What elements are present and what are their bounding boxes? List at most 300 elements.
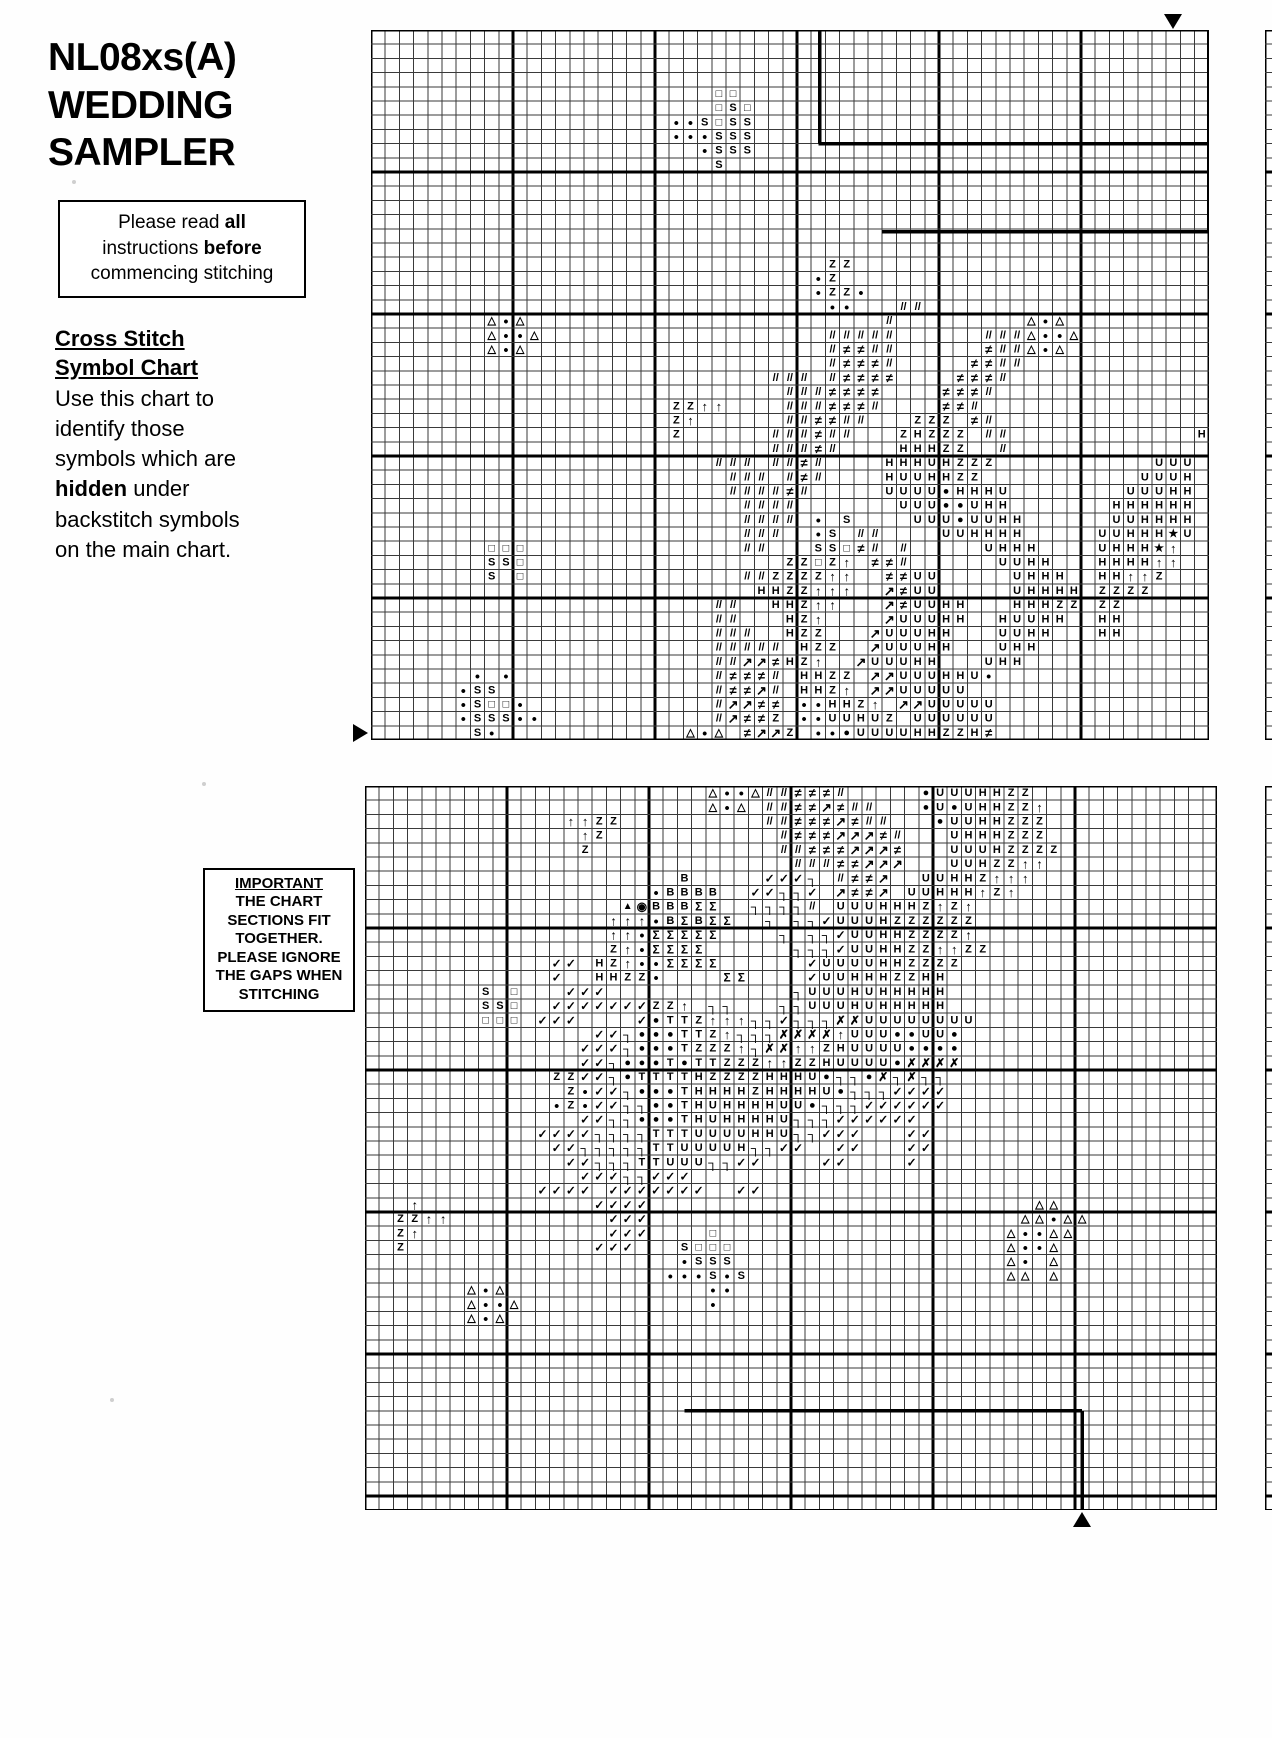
- stitch-symbol: H: [893, 943, 902, 956]
- stitch-symbol: ≠: [851, 884, 859, 900]
- stitch-symbol: //: [772, 485, 779, 498]
- stitch-symbol: ●: [652, 1099, 660, 1112]
- stitch-symbol: H: [936, 1000, 945, 1013]
- stitch-symbol: •: [503, 341, 509, 358]
- important-header: IMPORTANT: [234, 875, 324, 892]
- stitch-symbol: //: [886, 343, 893, 356]
- stitch-symbol: Z: [672, 428, 680, 441]
- stitch-symbol: H: [998, 613, 1007, 626]
- stitch-symbol: ✓: [580, 1169, 591, 1184]
- stitch-symbol: Z: [595, 815, 603, 828]
- stitch-symbol: //: [815, 471, 822, 484]
- stitch-symbol: U: [913, 712, 922, 725]
- stitch-symbol: △: [487, 343, 496, 356]
- read-line-3: commencing stitching: [90, 263, 274, 285]
- stitch-symbol: U: [865, 1028, 874, 1041]
- stitch-symbol: U: [865, 985, 874, 998]
- stitch-symbol: ↑: [624, 913, 631, 929]
- stitch-symbol: H: [723, 1085, 732, 1098]
- stitch-symbol: //: [851, 801, 858, 814]
- stitch-symbol: ●: [681, 1056, 688, 1069]
- stitch-symbol: □: [695, 1241, 703, 1254]
- stitch-symbol: Z: [1050, 843, 1058, 856]
- stitch-symbol: H: [1112, 613, 1121, 626]
- stitch-symbol: ┐: [765, 1140, 775, 1156]
- stitch-symbol: //: [866, 801, 873, 814]
- stitch-symbol: U: [708, 1099, 717, 1112]
- stitch-symbol: ↑: [815, 654, 822, 670]
- stitch-symbol: H: [771, 599, 780, 612]
- stitch-symbol: ✓: [906, 1141, 917, 1156]
- stitch-symbol: ↗: [883, 682, 895, 698]
- stitch-symbol: T: [666, 1014, 674, 1027]
- stitch-symbol: ✓: [551, 1183, 562, 1198]
- stitch-symbol: U: [970, 513, 979, 526]
- stitch-symbol: ✓: [608, 1041, 619, 1056]
- stitch-symbol: U: [737, 1127, 746, 1140]
- stitch-symbol: U: [1013, 556, 1022, 569]
- stitch-symbol: ✓: [736, 1183, 747, 1198]
- stitch-symbol: ✓: [892, 1112, 903, 1127]
- stitch-symbol: ✓: [807, 956, 818, 971]
- stitch-symbol: H: [785, 599, 794, 612]
- stitch-symbol: H: [822, 1056, 831, 1069]
- stitch-symbol: Σ: [709, 899, 717, 914]
- stitch-symbol: S: [843, 513, 851, 526]
- stitch-symbol: //: [900, 300, 907, 313]
- stitch-symbol: U: [708, 1142, 717, 1155]
- stitch-symbol: H: [942, 613, 951, 626]
- stitch-symbol: B: [694, 914, 703, 927]
- stitch-symbol: Z: [1007, 815, 1015, 828]
- stitch-symbol: △: [487, 329, 496, 342]
- stitch-symbol: U: [850, 1028, 859, 1041]
- stitch-symbol: ✓: [622, 1212, 633, 1227]
- stitch-symbol: Z: [914, 414, 922, 427]
- stitch-symbol: S: [709, 1269, 717, 1282]
- stitch-symbol: ↗: [756, 654, 767, 670]
- stitch-symbol: ↑: [815, 597, 822, 613]
- stitch-symbol: T: [681, 1028, 688, 1041]
- stitch-symbol: Z: [814, 570, 822, 583]
- stitch-symbol: ┐: [580, 1140, 590, 1156]
- stitch-symbol: U: [694, 1156, 703, 1169]
- stitch-symbol: •: [517, 327, 523, 344]
- stitch-symbol: ┐: [623, 1126, 633, 1142]
- stitch-symbol: H: [927, 471, 936, 484]
- stitch-symbol: //: [985, 428, 992, 441]
- stitch-symbol: •: [483, 1296, 489, 1313]
- stitch-symbol: U: [885, 627, 894, 640]
- stitch-symbol: S: [814, 542, 822, 555]
- stitch-symbol: ≠: [814, 412, 822, 428]
- stitch-symbol: △: [1049, 1241, 1058, 1254]
- stitch-symbol: U: [978, 843, 987, 856]
- stitch-symbol: U: [921, 872, 930, 885]
- stitch-symbol: ┐: [623, 1097, 633, 1113]
- stitch-symbol: ≠: [837, 799, 845, 815]
- stitch-symbol: ┐: [623, 1112, 633, 1128]
- stitch-symbol: //: [772, 641, 779, 654]
- stitch-symbol: Z: [829, 641, 836, 654]
- stitch-symbol: B: [666, 900, 675, 913]
- stitch-symbol: Z: [723, 1042, 731, 1055]
- stitch-symbol: ●: [624, 1056, 632, 1069]
- stitch-symbol: ✓: [608, 1169, 619, 1184]
- stitch-symbol: Z: [1141, 584, 1149, 597]
- stitch-symbol: //: [786, 400, 793, 413]
- stitch-symbol: U: [927, 599, 936, 612]
- stitch-symbol: Z: [800, 613, 808, 626]
- stitch-symbol: U: [942, 528, 951, 541]
- symbol-note-line-2: identify those: [55, 415, 185, 441]
- stitch-symbol: H: [1169, 513, 1178, 526]
- stitch-symbol: U: [950, 815, 959, 828]
- stitch-symbol: △: [1027, 343, 1036, 356]
- stitch-symbol: H: [1155, 528, 1164, 541]
- stitch-symbol: ↗: [849, 828, 861, 844]
- stitch-symbol: •: [673, 128, 679, 145]
- stitch-symbol: ┐: [821, 1112, 832, 1128]
- stitch-symbol: △: [1055, 315, 1064, 328]
- stitch-symbol: H: [1112, 542, 1121, 555]
- stitch-symbol: U: [927, 670, 936, 683]
- stitch-symbol: □: [709, 1227, 717, 1240]
- stitch-symbol: Z: [922, 929, 930, 942]
- stitch-symbol: □: [516, 570, 524, 583]
- stitch-symbol: H: [850, 1000, 859, 1013]
- stitch-symbol: ✓: [580, 1041, 591, 1056]
- stitch-symbol: H: [927, 726, 936, 739]
- stitch-symbol: Z: [1021, 801, 1029, 814]
- stitch-symbol: //: [786, 513, 793, 526]
- stitch-symbol: U: [899, 684, 908, 697]
- stitch-symbol: U: [885, 726, 894, 739]
- stitch-symbol: •: [517, 710, 523, 727]
- stitch-symbol: Z: [610, 957, 617, 970]
- stitch-symbol: U: [885, 641, 894, 654]
- stitch-symbol: ●: [936, 815, 944, 828]
- stitch-symbol: T: [681, 1071, 688, 1084]
- stitch-symbol: ≠: [899, 597, 908, 613]
- stitch-symbol: U: [907, 1014, 916, 1027]
- stitch-symbol: ✓: [807, 970, 818, 985]
- stitch-symbol: H: [708, 1085, 717, 1098]
- stitch-symbol: Z: [397, 1213, 404, 1226]
- stitch-symbol: □: [488, 542, 496, 555]
- stitch-symbol: //: [886, 357, 893, 370]
- stitch-symbol: ≠: [985, 342, 993, 358]
- stitch-symbol: •: [815, 511, 821, 528]
- stitch-symbol: //: [880, 815, 887, 828]
- stitch-symbol: H: [1183, 499, 1192, 512]
- stitch-symbol: H: [984, 485, 993, 498]
- stitch-symbol: //: [786, 428, 793, 441]
- stitch-symbol: //: [999, 343, 1006, 356]
- stitch-symbol: ✓: [835, 1155, 846, 1170]
- chart-panel-lower-right-partial-chart[interactable]: [1265, 786, 1272, 1510]
- stitch-symbol: ≠: [865, 870, 873, 886]
- stitch-symbol: H: [800, 641, 809, 654]
- stitch-symbol: H: [1126, 528, 1135, 541]
- stitch-symbol: B: [652, 900, 661, 913]
- stitch-symbol: ✗: [949, 1055, 960, 1070]
- stitch-symbol: Z: [1155, 570, 1163, 583]
- stitch-symbol: ↑: [723, 1026, 731, 1042]
- stitch-symbol: U: [822, 1085, 831, 1098]
- stitch-symbol: U: [879, 1028, 888, 1041]
- stitch-symbol: //: [857, 528, 864, 541]
- stitch-symbol: H: [942, 641, 951, 654]
- stitch-symbol: Z: [772, 712, 780, 725]
- stitch-symbol: Z: [956, 457, 964, 470]
- stitch-symbol: □: [510, 985, 518, 998]
- stitch-symbol: Σ: [737, 970, 745, 985]
- stitch-symbol: ┐: [708, 998, 718, 1014]
- chart-panel-upper-right-partial-chart[interactable]: [1265, 30, 1272, 740]
- stitch-symbol: ✓: [565, 999, 576, 1014]
- stitch-symbol: H: [978, 801, 987, 814]
- stitch-symbol: •: [483, 1310, 489, 1327]
- stitch-symbol: H: [970, 485, 979, 498]
- stitch-symbol: Z: [638, 971, 646, 984]
- stitch-symbol: ↑: [936, 941, 944, 957]
- stitch-symbol: Z: [672, 400, 680, 413]
- stitch-symbol: ↑: [411, 1197, 418, 1213]
- stitch-symbol: Z: [786, 584, 794, 597]
- stitch-symbol: ≠: [808, 813, 816, 829]
- stitch-symbol: ┐: [637, 1140, 647, 1156]
- stitch-symbol: H: [694, 1099, 703, 1112]
- title-sampler: SAMPLER: [48, 131, 236, 175]
- stitch-symbol: U: [998, 627, 1007, 640]
- stitch-symbol: ✓: [580, 999, 591, 1014]
- stitch-symbol: •: [639, 941, 645, 958]
- stitch-symbol: S: [701, 116, 709, 129]
- stitch-symbol: ✓: [807, 885, 818, 900]
- stitch-symbol: //: [914, 300, 921, 313]
- stitch-symbol: H: [970, 726, 979, 739]
- stitch-symbol: Z: [894, 914, 901, 927]
- stitch-symbol: ┐: [608, 1055, 619, 1071]
- stitch-symbol: ●: [666, 1085, 674, 1098]
- stitch-symbol: T: [638, 1071, 646, 1084]
- stitch-symbol: •: [724, 799, 730, 816]
- important-line: PLEASE IGNORE: [217, 948, 341, 966]
- chart-panel-lower-main-chart[interactable]: [365, 786, 1217, 1510]
- stitch-symbol: Z: [411, 1213, 419, 1226]
- stitch-symbol: △: [467, 1298, 476, 1311]
- stitch-symbol: ≠: [837, 842, 845, 858]
- stitch-symbol: //: [815, 386, 822, 399]
- stitch-symbol: •: [653, 969, 659, 986]
- stitch-symbol: S: [488, 712, 496, 725]
- stitch-symbol: ≠: [757, 668, 766, 684]
- stitch-symbol: U: [822, 957, 831, 970]
- stitch-symbol: U: [921, 1028, 930, 1041]
- stitch-symbol: ┐: [608, 1112, 619, 1128]
- stitch-symbol: H: [950, 872, 959, 885]
- stitch-symbol: Z: [1021, 787, 1029, 800]
- stitch-symbol: ↗: [863, 842, 875, 858]
- stitch-symbol: ✓: [849, 1112, 860, 1127]
- stitch-symbol: H: [1027, 556, 1036, 569]
- stitch-symbol: ↑: [701, 398, 708, 414]
- stitch-symbol: ┐: [793, 984, 803, 1000]
- stitch-symbol: U: [950, 858, 959, 871]
- stitch-symbol: //: [795, 843, 802, 856]
- stitch-symbol: △: [515, 315, 525, 328]
- stitch-symbol: •: [489, 724, 495, 740]
- stitch-symbol: U: [836, 985, 845, 998]
- chart-grid: [1265, 30, 1272, 740]
- stitch-symbol: ✓: [651, 1169, 662, 1184]
- stitch-symbol: //: [744, 570, 751, 583]
- stitch-symbol: ┐: [594, 1126, 604, 1142]
- stitch-symbol: U: [970, 499, 979, 512]
- chart-panel-upper-main-chart[interactable]: [371, 30, 1209, 740]
- stitch-symbol: ↑: [951, 941, 958, 957]
- stitch-symbol: ◉: [636, 899, 648, 914]
- stitch-symbol: //: [801, 400, 808, 413]
- stitch-symbol: B: [680, 886, 689, 899]
- stitch-symbol: ↗: [821, 799, 832, 815]
- stitch-symbol: □: [510, 1000, 518, 1013]
- stitch-symbol: Z: [672, 414, 680, 427]
- stitch-symbol: //: [815, 457, 822, 470]
- stitch-symbol: ↑: [681, 998, 688, 1014]
- stitch-symbol: H: [757, 584, 766, 597]
- stitch-symbol: Z: [624, 971, 632, 984]
- stitch-symbol: •: [1037, 1239, 1042, 1256]
- stitch-symbol: •: [483, 1282, 489, 1299]
- stitch-symbol: U: [871, 655, 880, 668]
- stitch-symbol: ┐: [765, 1026, 775, 1042]
- stitch-symbol: Z: [794, 1056, 802, 1069]
- stitch-symbol: ↑: [411, 1225, 418, 1241]
- stitch-symbol: H: [1098, 570, 1107, 583]
- stitch-symbol: //: [758, 570, 765, 583]
- stitch-symbol: Z: [829, 286, 836, 299]
- stitch-symbol: H: [1027, 641, 1036, 654]
- stitch-symbol: S: [715, 158, 723, 171]
- stitch-symbol: ✓: [878, 1112, 889, 1127]
- stitch-symbol: H: [1169, 499, 1178, 512]
- stitch-symbol: Z: [993, 886, 1001, 899]
- stitch-symbol: H: [1013, 641, 1022, 654]
- stitch-symbol: H: [737, 1085, 746, 1098]
- stitch-symbol: U: [1155, 457, 1164, 470]
- stitch-symbol: ≠: [794, 799, 802, 815]
- stitch-symbol: H: [907, 985, 916, 998]
- stitch-symbol: ┐: [821, 1097, 832, 1113]
- stitch-symbol: H: [984, 528, 993, 541]
- stitch-symbol: H: [800, 684, 809, 697]
- stitch-symbol: Z: [1007, 801, 1015, 814]
- stitch-symbol: H: [1140, 499, 1149, 512]
- stitch-symbol: H: [609, 971, 618, 984]
- stitch-symbol: ≠: [871, 370, 879, 386]
- stitch-symbol: T: [681, 1099, 688, 1112]
- stitch-symbol: ↑: [715, 398, 723, 414]
- stitch-symbol: H: [842, 698, 851, 711]
- stitch-symbol: ↑: [871, 696, 879, 712]
- stitch-symbol: //: [872, 528, 879, 541]
- stitch-symbol: ┐: [779, 899, 789, 915]
- stitch-symbol: □: [482, 1014, 490, 1027]
- stitch-symbol: ✓: [920, 1084, 931, 1099]
- stitch-symbol: ≠: [865, 884, 873, 900]
- stitch-symbol: Z: [829, 258, 836, 271]
- stitch-symbol: ✓: [736, 1155, 747, 1170]
- stitch-symbol: Z: [843, 670, 851, 683]
- stitch-symbol: ≠: [800, 455, 808, 471]
- stitch-symbol: ✓: [594, 1084, 605, 1099]
- stitch-symbol: U: [899, 471, 908, 484]
- stitch-symbol: ≠: [837, 856, 845, 872]
- stitch-symbol: ✓: [636, 999, 647, 1014]
- stitch-symbol: ↑: [738, 1012, 745, 1028]
- stitch-symbol: S: [743, 116, 751, 129]
- stitch-symbol: H: [998, 499, 1007, 512]
- stitch-symbol: ┐: [807, 941, 817, 957]
- stitch-symbol: ↑: [1127, 569, 1134, 585]
- stitch-symbol: U: [865, 1056, 874, 1069]
- stitch-symbol: U: [850, 929, 859, 942]
- stitch-symbol: U: [680, 1156, 689, 1169]
- stitch-symbol: U: [1155, 471, 1164, 484]
- stitch-symbol: △: [1006, 1241, 1016, 1254]
- stitch-symbol: S: [488, 570, 496, 583]
- stitch-symbol: •: [724, 1282, 730, 1299]
- stitch-symbol: Z: [979, 872, 987, 885]
- stitch-symbol: H: [1055, 584, 1064, 597]
- stitch-symbol: T: [638, 1156, 646, 1169]
- stitch-symbol: //: [786, 414, 793, 427]
- stitch-symbol: Z: [772, 570, 780, 583]
- stitch-symbol: ≠: [843, 342, 851, 358]
- stitch-symbol: ✗: [778, 1027, 789, 1042]
- stitch-symbol: ┐: [750, 1012, 761, 1028]
- stitch-symbol: //: [744, 485, 751, 498]
- stitch-symbol: ✓: [636, 1013, 647, 1028]
- stitch-symbol: //: [766, 801, 773, 814]
- stitch-symbol: H: [970, 528, 979, 541]
- stitch-symbol: ┐: [623, 1154, 633, 1170]
- stitch-symbol: ✓: [580, 1183, 591, 1198]
- stitch-symbol: //: [715, 655, 722, 668]
- stitch-symbol: S: [709, 1255, 717, 1268]
- stitch-symbol: H: [893, 957, 902, 970]
- stitch-symbol: S: [729, 102, 737, 115]
- stitch-symbol: //: [985, 329, 992, 342]
- stitch-symbol: //: [872, 329, 879, 342]
- stitch-symbol: U: [1027, 613, 1036, 626]
- stitch-symbol: ≠: [942, 384, 950, 400]
- stitch-symbol: •: [1022, 1253, 1028, 1270]
- stitch-symbol: Z: [908, 943, 916, 956]
- stitch-symbol: ✓: [608, 1226, 619, 1241]
- stitch-symbol: T: [681, 1113, 688, 1126]
- stitch-symbol: ✓: [864, 1112, 875, 1127]
- stitch-symbol: S: [488, 684, 496, 697]
- read-instructions-box: [58, 200, 306, 298]
- stitch-symbol: U: [913, 641, 922, 654]
- stitch-symbol: ✓: [594, 999, 605, 1014]
- stitch-symbol: //: [780, 787, 787, 800]
- stitch-symbol: U: [1112, 528, 1121, 541]
- stitch-symbol: H: [1140, 513, 1149, 526]
